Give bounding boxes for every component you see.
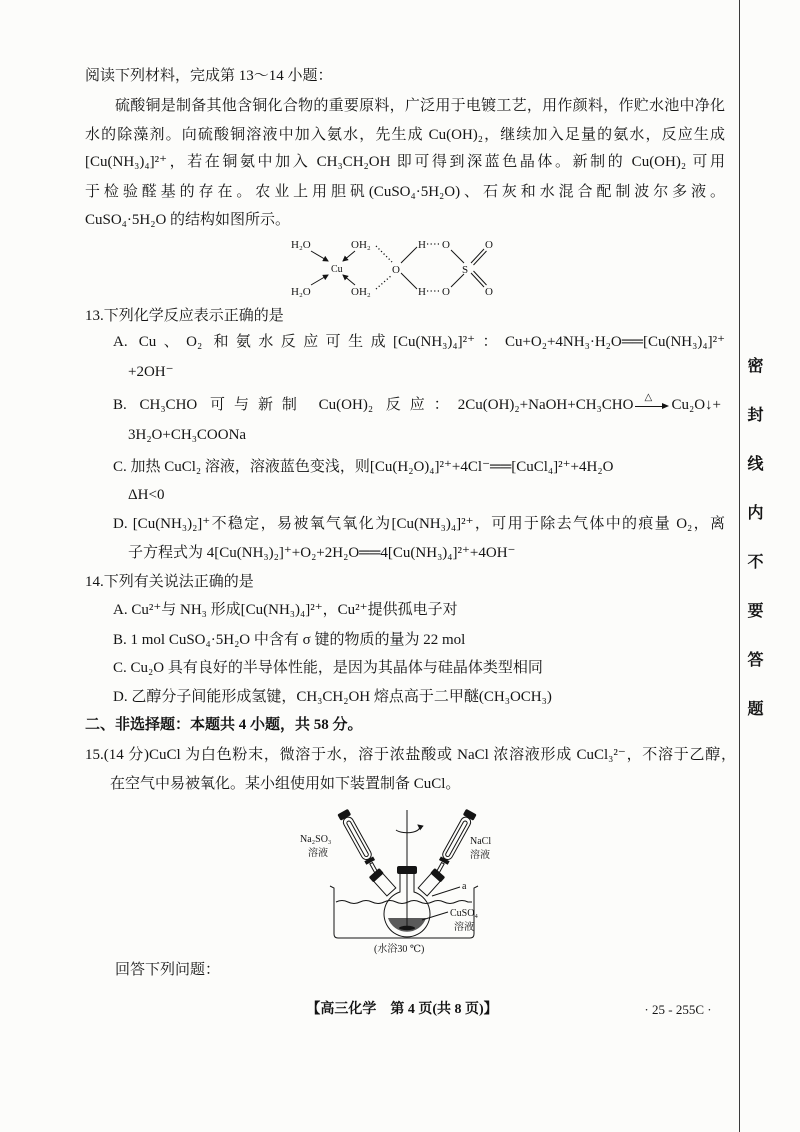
q14-option-b: B. 1 mol CuSO₄·5H₂O 中含有 σ 键的物质的量为 22 mol (113, 632, 466, 648)
water-surface (336, 901, 472, 904)
question-13-stem: 13.下列化学反应表示正确的是 (85, 308, 284, 324)
water-ligand-label: OH₂ (351, 286, 371, 298)
q13-option-c: C. 加热 CuCl₂ 溶液，溶液蓝色变浅，则[Cu(H₂O)₄]²⁺+4Cl⁻══[CuCl₄]²⁺+4H₂O (113, 459, 614, 475)
q13-option-d-cont: 子方程式为 4[Cu(NH₃)₂]⁺+O₂+2H₂O══4[Cu(NH₃)₄]²⁺+4OH⁻ (128, 545, 516, 561)
o-h-bond (401, 247, 417, 263)
footer-page-info: 【高三化学 第 4 页(共 8 页)】 (306, 1002, 498, 1017)
hydrogen-atom-label: H (418, 286, 426, 298)
coordinate-bond-arrow (311, 251, 328, 261)
flask-label-a: a (462, 881, 467, 892)
material-line: 于检验醛基的存在。农业上用胆矾(CuSO₄·5H₂O)、石灰和水混合配制波尔多液。 (85, 184, 725, 200)
coordinate-bond-arrow (343, 275, 355, 285)
heating-arrow (635, 392, 669, 415)
s-o-bond (451, 250, 464, 263)
na2so3-label: Na₂SO₃ (300, 834, 332, 845)
rotation-arrow (396, 825, 420, 833)
reading-intro: 阅读下列材料，完成第 13～14 小题： (85, 68, 333, 84)
nacl-solution-label: 溶液 (470, 850, 490, 861)
q13-option-c-cont: ΔH<0 (128, 487, 165, 503)
section-heading: 二、非选择题：本题共 4 小题，共 58 分。 (85, 717, 363, 733)
water-ligand-label: OH₂ (351, 239, 371, 251)
q13-option-b-cont: 3H₂O+CH₃COONa (128, 427, 247, 443)
material-line: [Cu(NH₃)₄]²⁺，若在铜氨中加入 CH₃CH₂OH 即可得到深蓝色晶体。新制的 Cu(OH)₂ 可用 (85, 154, 725, 170)
water-ligand-label: H₂O (291, 286, 311, 298)
hydrogen-atom-label: H (418, 239, 426, 251)
s-o-bond (451, 274, 464, 287)
water-bath-label: (水浴30 ℃) (374, 944, 425, 955)
q13-option-a-cont: +2OH⁻ (128, 364, 174, 380)
q14-option-a: A. Cu²⁺与 NH₃ 形成[Cu(NH₃)₄]²⁺，Cu²⁺提供孤电子对 (113, 602, 458, 618)
coordinate-bond-arrow (343, 251, 355, 261)
copper-atom-label: Cu (331, 264, 343, 275)
s-o-double-bond (471, 271, 487, 287)
binding-margin-line (739, 0, 740, 1132)
s-o-double-bond (471, 249, 487, 265)
hydrogen-bond (376, 246, 392, 262)
q13-option-d: D. [Cu(NH₃)₂]⁺不稳定，易被氧气氧化为[Cu(NH₃)₄]²⁺，可用于除去气体中的痕量 O₂，离 (113, 516, 725, 532)
oxygen-atom-label: O (442, 286, 450, 298)
na2so3-solution-label: 溶液 (308, 848, 328, 859)
oxygen-atom-label: O (485, 239, 493, 251)
material-line: 水的除藻剂。向硫酸铜溶液中加入氨水，先生成 Cu(OH)₂，继续加入足量的氨水，反应生成 (85, 127, 725, 143)
q14-option-c: C. Cu₂O 具有良好的半导体性能，是因为其晶体与硅晶体类型相同 (113, 660, 543, 676)
q13-option-b (113, 392, 721, 415)
question-15-stem-cont: 在空气中易被氧化。某小组使用如下装置制备 CuCl。 (110, 776, 461, 792)
oxygen-atom-label: O (442, 239, 450, 251)
q14-option-d: D. 乙醇分子间能形成氢键，CH₃CH₂OH 熔点高于二甲醚(CH₃OCH₃) (113, 689, 552, 705)
nacl-label: NaCl (470, 836, 492, 847)
label-a-leader (432, 887, 460, 896)
q13-option-b-product: Cu₂O↓+ (671, 397, 721, 413)
material-line: 硫酸铜是制备其他含铜化合物的重要原料，广泛用于电镀工艺，用作颜料，作贮水池中净化 (115, 98, 725, 114)
material-line: CuSO₄·5H₂O 的结构如图所示。 (85, 212, 291, 228)
cuso4-label: CuSO₄ (450, 908, 478, 919)
hydrogen-bond (376, 275, 392, 289)
q13-option-a: A. Cu、O₂ 和氨水反应可生成[Cu(NH₃)₄]²⁺：Cu+O₂+4NH₃·H₂O══[Cu(NH₃)₄]²⁺ (113, 334, 725, 350)
cuso4-solution-label: 溶液 (454, 922, 474, 933)
water-ligand-label: H₂O (291, 239, 311, 251)
binding-margin-notice: 密封线内不要答题 (745, 357, 762, 749)
question-14-stem: 14.下列有关说法正确的是 (85, 574, 254, 590)
sulfur-atom-label: S (462, 264, 469, 276)
cuso4-leader (422, 912, 448, 920)
cucl-apparatus-figure (290, 806, 520, 958)
footer-paper-code: · 25 - 255C · (644, 1002, 712, 1017)
heat-condition-symbol: △ (644, 392, 653, 403)
answer-prompt: 回答下列问题： (115, 962, 221, 978)
oxygen-atom-label: O (485, 286, 493, 298)
cuso4-5h2o-structure-figure (285, 230, 505, 302)
dropping-funnel-left (337, 809, 381, 875)
o-h-bond (401, 273, 417, 289)
oxygen-atom-label: O (392, 264, 400, 276)
q13-option-b-text: B. CH₃CHO 可与新制 Cu(OH)₂ 反应：2Cu(OH)₂+NaOH+CH₃CHO (113, 397, 634, 413)
question-15-stem: 15.(14 分)CuCl 为白色粉末，微溶于水，溶于浓盐酸或 NaCl 浓溶液形成 CuCl₃²⁻，不溶于乙醇， (85, 747, 736, 763)
coordinate-bond-arrow (311, 275, 328, 285)
